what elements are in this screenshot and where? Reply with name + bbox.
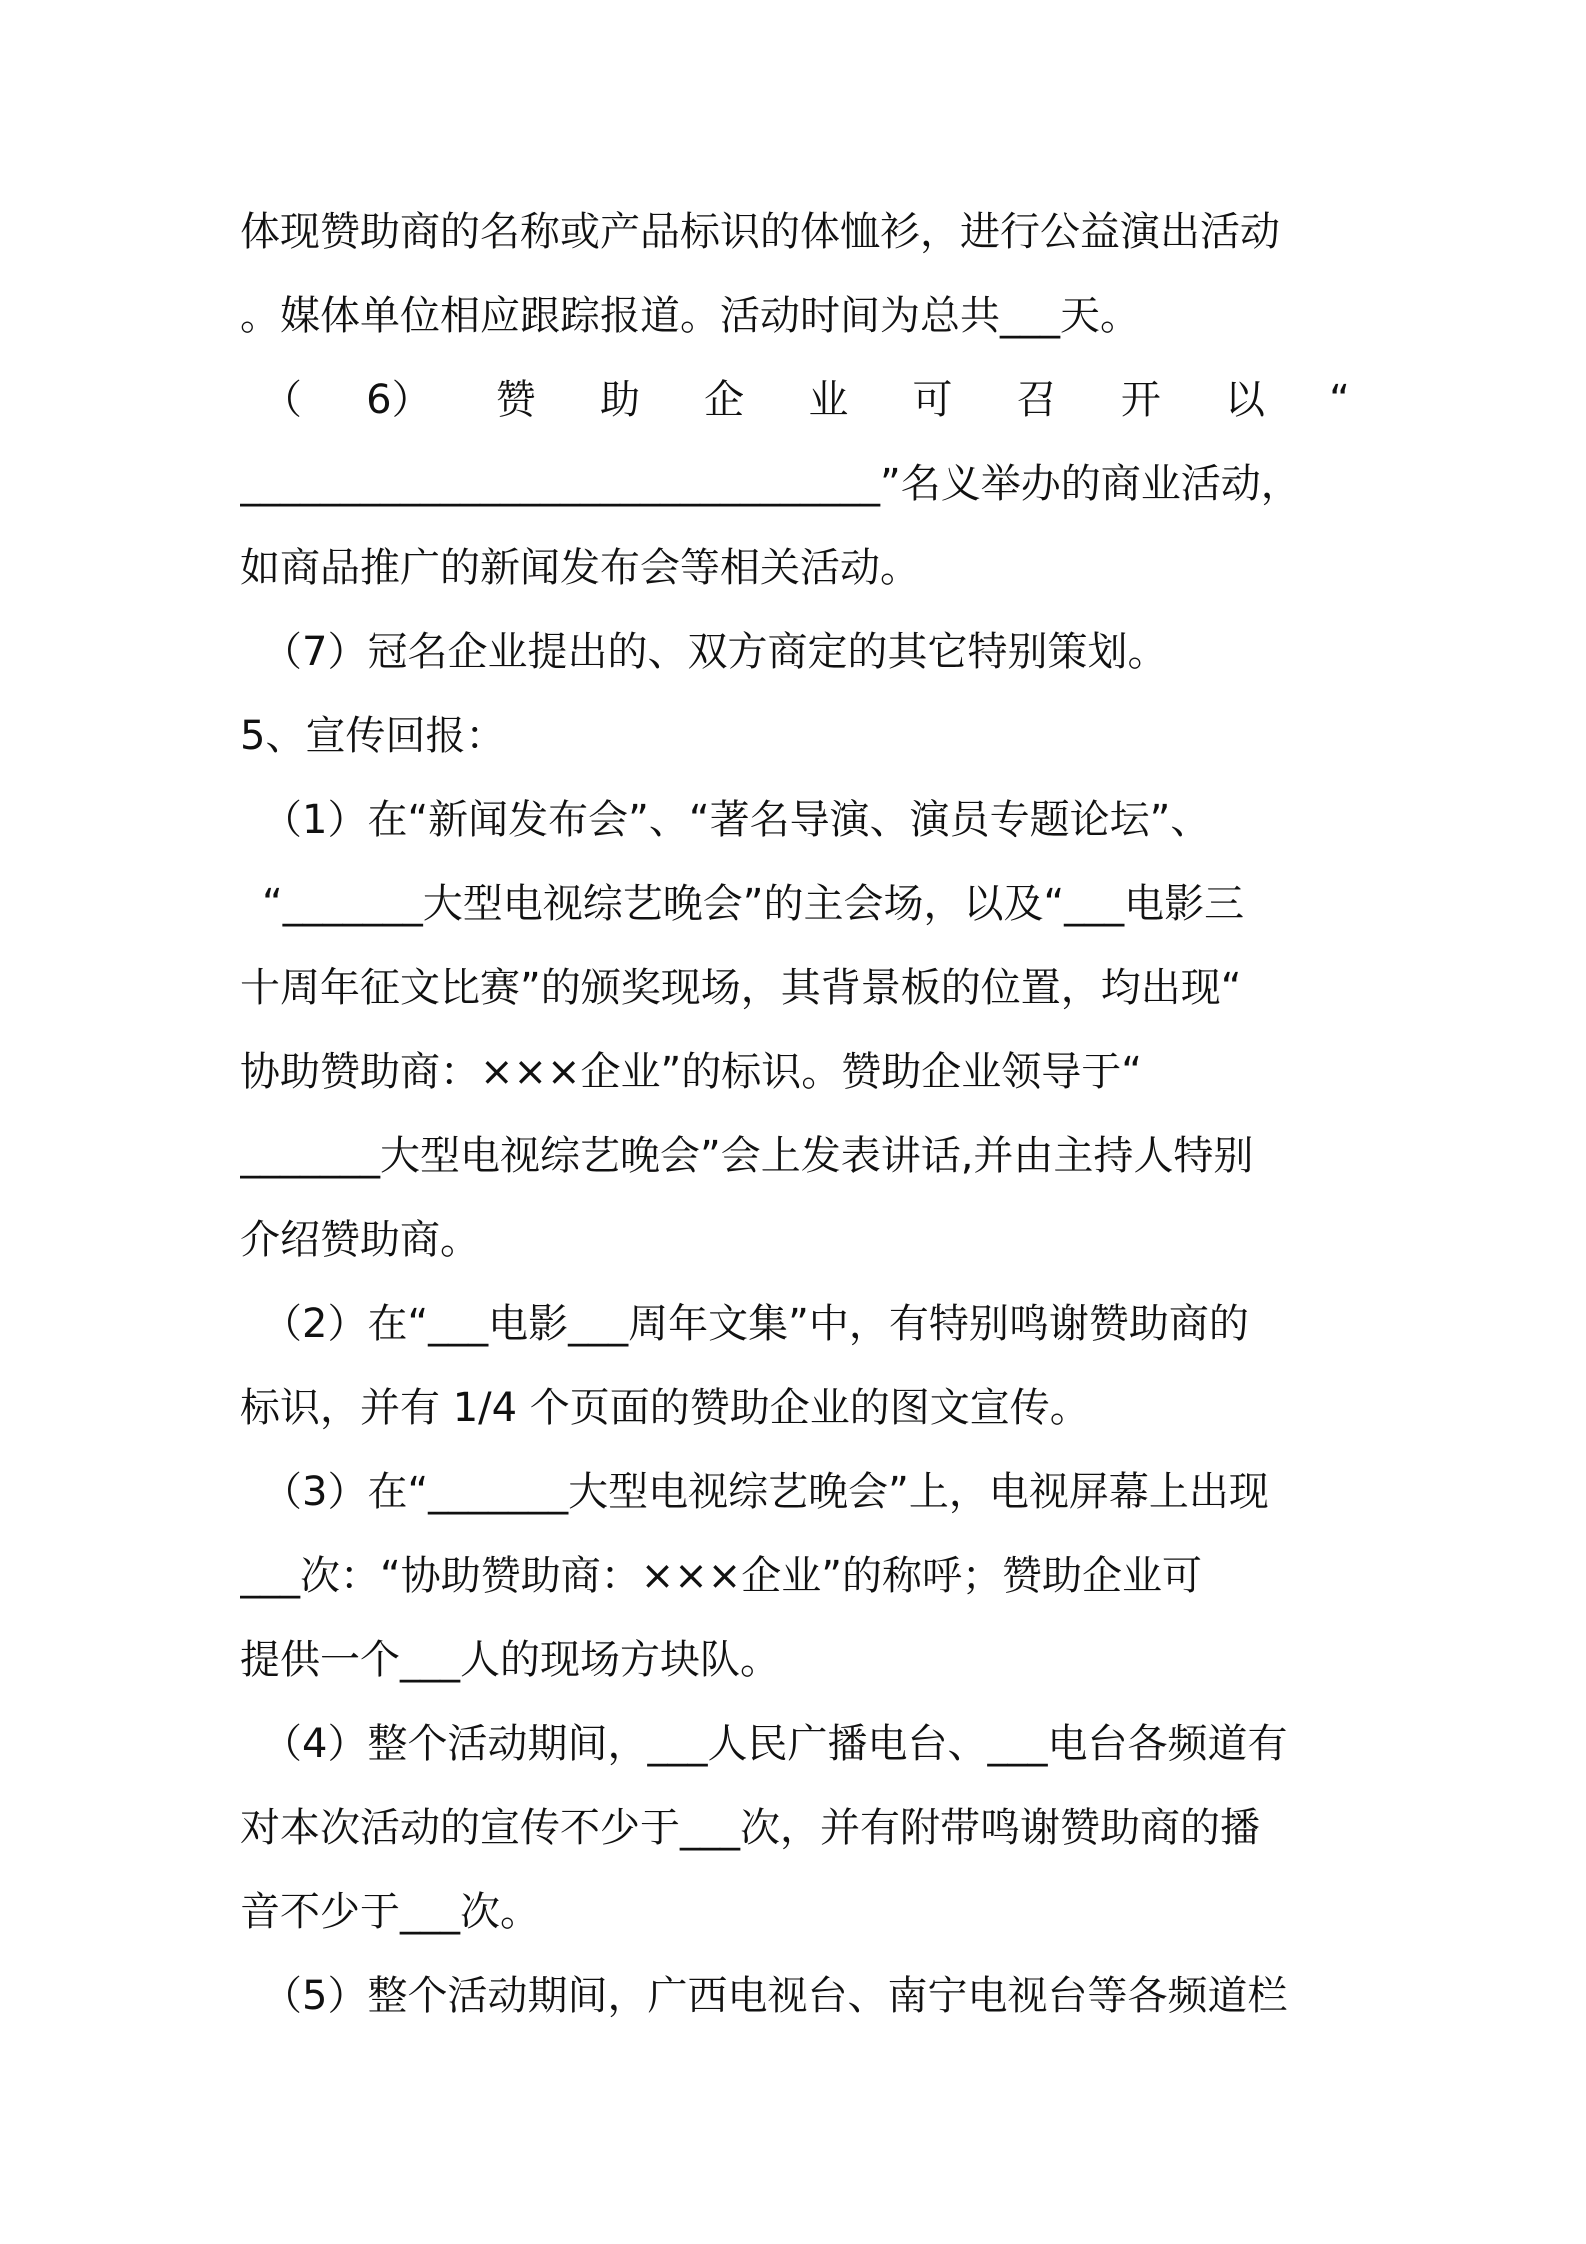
spaced-char: 召 xyxy=(1016,377,1057,423)
text-line: 。媒体单位相应跟踪报道。活动时间为总共___天。 xyxy=(240,293,1140,339)
spaced-char: （ xyxy=(262,377,302,423)
section-heading: 5、宣传回报： xyxy=(240,713,506,759)
text-line: （1）在“新闻发布会”、“著名导演、演员专题论坛”、 xyxy=(262,797,1211,843)
text-line: 音不少于___次。 xyxy=(240,1889,540,1935)
spaced-char: 助 xyxy=(599,377,640,423)
spaced-char: 以 xyxy=(1225,377,1265,423)
spaced-char: 开 xyxy=(1120,377,1161,423)
text-line: 体现赞助商的名称或产品标识的体恤衫，进行公益演出活动 xyxy=(240,209,1280,255)
spaced-char: 赞 xyxy=(495,377,536,423)
text-line: ________________________________”名义举办的商业活动， xyxy=(240,461,1301,507)
text-line: （7）冠名企业提出的、双方商定的其它特别策划。 xyxy=(262,629,1168,675)
text-line: （5）整个活动期间，广西电视台、南宁电视台等各频道栏 xyxy=(262,1973,1288,2019)
text-line: _______大型电视综艺晚会”会上发表讲话,并由主持人特别 xyxy=(240,1133,1254,1179)
text-line-spaced xyxy=(240,358,1350,442)
text-line: 协助赞助商：×××企业”的标识。赞助企业领导于“ xyxy=(240,1049,1142,1095)
text-line: （2）在“___电影___周年文集”中，有特别鸣谢赞助商的 xyxy=(262,1301,1249,1347)
text-line: 对本次活动的宣传不少于___次，并有附带鸣谢赞助商的播 xyxy=(240,1805,1260,1851)
spaced-char: 业 xyxy=(808,377,849,423)
spaced-char: 企 xyxy=(704,377,745,423)
text-line: （4）整个活动期间，___人民广播电台、___电台各频道有 xyxy=(262,1721,1288,1767)
text-line: （3）在“_______大型电视综艺晚会”上，电视屏幕上出现 xyxy=(262,1469,1269,1515)
spaced-char: “ xyxy=(1329,377,1350,423)
spaced-char: 可 xyxy=(912,377,953,423)
text-line: 提供一个___人的现场方块队。 xyxy=(240,1637,780,1683)
text-line: ___次：“协助赞助商：×××企业”的称呼；赞助企业可 xyxy=(240,1553,1202,1599)
text-line: 标识，并有 1/4 个页面的赞助企业的图文宣传。 xyxy=(240,1385,1090,1431)
text-line: “_______大型电视综艺晚会”的主会场，以及“___电影三 xyxy=(262,881,1245,927)
text-line: 如商品推广的新闻发布会等相关活动。 xyxy=(240,545,920,591)
spaced-char: 6） xyxy=(366,377,432,423)
text-line: 介绍赞助商。 xyxy=(240,1217,480,1263)
text-line: 十周年征文比赛”的颁奖现场，其背景板的位置，均出现“ xyxy=(240,965,1242,1011)
document-body xyxy=(240,190,1350,2038)
